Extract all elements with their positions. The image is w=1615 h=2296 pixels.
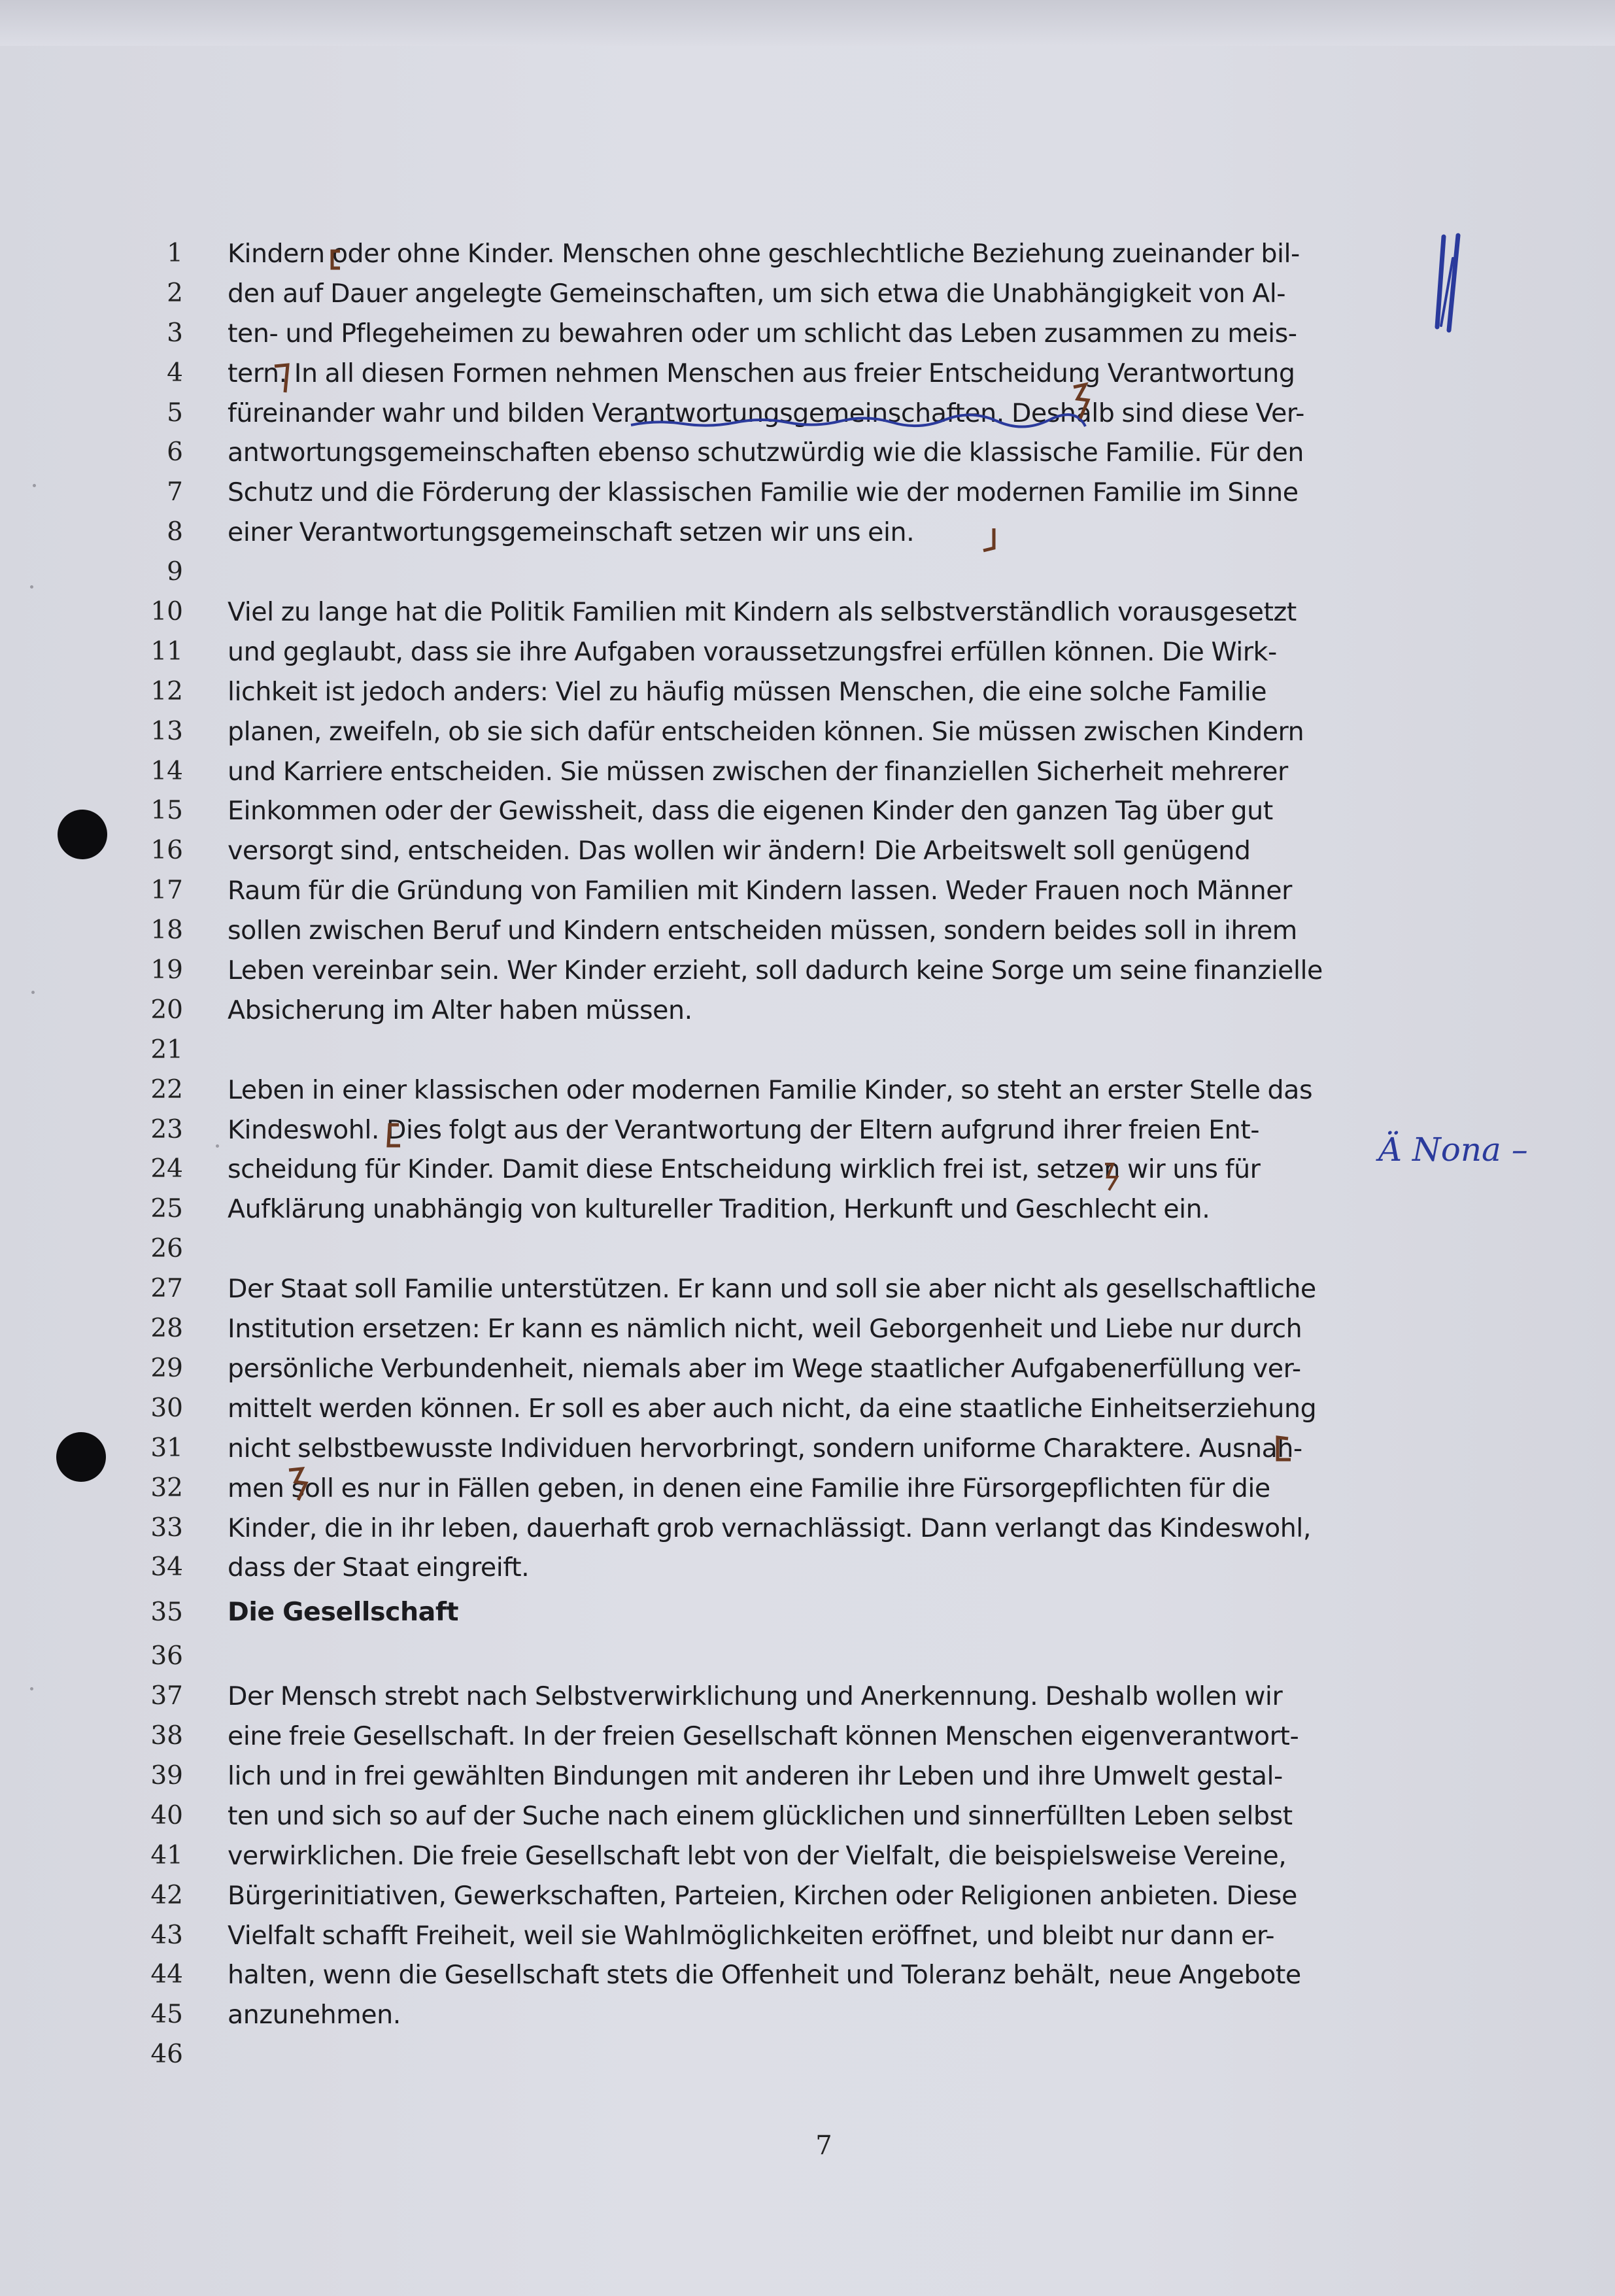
text-line <box>131 1150 1412 1190</box>
text-line <box>131 394 1412 434</box>
text-line <box>131 871 1412 911</box>
line-text: Absicherung im Alter haben müssen. <box>228 995 692 1025</box>
line-text: Institution ersetzen: Er kann es nämlich nicht, weil Geborgenheit und Liebe nur durch <box>228 1314 1302 1345</box>
text-line <box>131 553 1412 592</box>
line-number: 30 <box>150 1393 183 1423</box>
line-number: 42 <box>150 1880 183 1910</box>
line-number: 16 <box>150 836 183 866</box>
line-text: scheidung für Kinder. Damit diese Entscheidung wirklich frei ist, setzen wir uns für <box>228 1154 1261 1185</box>
margin-speck <box>33 484 36 487</box>
text-line <box>131 1548 1412 1588</box>
line-number: 36 <box>150 1641 183 1671</box>
line-text: Der Mensch strebt nach Selbstverwirklichung und Anerkennung. Deshalb wollen wir <box>228 1681 1283 1712</box>
line-text: ten- und Pflegeheimen zu bewahren oder um schlicht das Leben zusammen zu meis- <box>228 318 1297 349</box>
line-number: 17 <box>150 876 183 906</box>
text-line <box>131 1309 1412 1349</box>
margin-double-stroke <box>1441 258 1453 326</box>
margin-double-stroke <box>1449 235 1458 330</box>
line-number: 33 <box>150 1513 183 1543</box>
line-number: 1 <box>167 239 183 268</box>
line-number: 11 <box>150 636 183 666</box>
text-line <box>131 1717 1412 1756</box>
line-text: Kindern oder ohne Kinder. Menschen ohne geschlechtliche Beziehung zueinander bil- <box>228 239 1300 269</box>
text-line <box>131 672 1412 712</box>
line-number: 7 <box>167 477 183 507</box>
text-line <box>131 1588 1412 1637</box>
text-line <box>131 1269 1412 1309</box>
margin-speck <box>30 1687 33 1690</box>
text-line <box>131 632 1412 672</box>
line-text: lich und in frei gewählten Bindungen mit anderen ihr Leben und ihre Umwelt gestal- <box>228 1760 1283 1791</box>
text-line <box>131 1190 1412 1229</box>
line-number: 24 <box>150 1154 183 1184</box>
line-text: mittelt werden können. Er soll es aber auch nicht, da eine staatliche Einheitserziehung <box>228 1393 1317 1424</box>
line-number: 46 <box>150 2040 183 2070</box>
document-body <box>131 234 1412 2075</box>
line-text: einer Verantwortungsgemeinschaft setzen wir uns ein. <box>228 517 915 548</box>
line-text: verwirklichen. Die freie Gesellschaft lebt von der Vielfalt, die beispielsweise Vereine, <box>228 1840 1287 1871</box>
page-top-shadow <box>0 0 1615 46</box>
text-line <box>131 831 1412 871</box>
line-text: tern. In all diesen Formen nehmen Menschen aus freier Entscheidung Verantwortung <box>228 358 1295 388</box>
line-number: 5 <box>167 398 183 428</box>
line-text: nicht selbstbewusste Individuen hervorbringt, sondern uniforme Charaktere. Ausnah- <box>228 1433 1302 1464</box>
text-line <box>131 1110 1412 1150</box>
line-text: sollen zwischen Beruf und Kindern entscheiden müssen, sondern beides soll in ihrem <box>228 916 1297 946</box>
line-text: Leben in einer klassischen oder modernen Familie Kinder, so steht an erster Stelle das <box>228 1074 1313 1105</box>
line-number: 4 <box>167 358 183 388</box>
line-text: ten und sich so auf der Suche nach einem glücklichen und sinnerfüllten Leben selbst <box>228 1800 1293 1831</box>
line-number: 28 <box>150 1314 183 1344</box>
line-number: 6 <box>167 437 183 468</box>
line-text: lichkeit ist jedoch anders: Viel zu häufig müssen Menschen, die eine solche Familie <box>228 676 1267 707</box>
line-number: 25 <box>150 1194 183 1224</box>
line-number: 35 <box>150 1598 183 1628</box>
margin-speck <box>216 1144 219 1148</box>
text-line <box>131 1429 1412 1469</box>
text-line <box>131 1756 1412 1796</box>
line-text: Aufklärung unabhängig von kultureller Tradition, Herkunft und Geschlecht ein. <box>228 1194 1210 1225</box>
text-line <box>131 1637 1412 1677</box>
text-line <box>131 1955 1412 1995</box>
line-number: 20 <box>150 995 183 1025</box>
line-number: 8 <box>167 517 183 547</box>
text-line <box>131 1677 1412 1717</box>
text-line <box>131 314 1412 354</box>
line-number: 39 <box>150 1760 183 1791</box>
text-line <box>131 1916 1412 1956</box>
line-number: 15 <box>150 796 183 826</box>
line-number: 41 <box>150 1840 183 1870</box>
text-line <box>131 1509 1412 1549</box>
line-number: 32 <box>150 1473 183 1503</box>
line-number: 29 <box>150 1353 183 1383</box>
line-number: 26 <box>150 1234 183 1264</box>
line-text: dass der Staat eingreift. <box>228 1552 530 1583</box>
text-line <box>131 1836 1412 1876</box>
line-text: planen, zweifeln, ob sie sich dafür entscheiden können. Sie müssen zwischen Kindern <box>228 716 1304 747</box>
page-number: 7 <box>815 2131 832 2161</box>
margin-speck <box>31 991 35 994</box>
line-number: 10 <box>150 597 183 627</box>
line-number: 23 <box>150 1114 183 1144</box>
text-line <box>131 234 1412 274</box>
line-number: 21 <box>150 1035 183 1065</box>
line-text: men soll es nur in Fällen geben, in denen eine Familie ihre Fürsorgepflichten für die <box>228 1473 1270 1503</box>
line-text: halten, wenn die Gesellschaft stets die Offenheit und Toleranz behält, neue Angebote <box>228 1960 1301 1991</box>
line-number: 27 <box>150 1274 183 1304</box>
text-line <box>131 1995 1412 2035</box>
text-line <box>131 274 1412 314</box>
line-number: 37 <box>150 1681 183 1711</box>
line-number: 31 <box>150 1433 183 1463</box>
line-number: 3 <box>167 318 183 348</box>
margin-double-stroke <box>1437 237 1444 327</box>
section-heading: Die Gesellschaft <box>228 1597 459 1628</box>
line-text: füreinander wahr und bilden Verantwortungsgemeinschaften. Deshalb sind diese Ver- <box>228 398 1304 428</box>
text-line <box>131 1349 1412 1389</box>
line-text: Bürgerinitiativen, Gewerkschaften, Parteien, Kirchen oder Religionen anbieten. Diese <box>228 1880 1297 1911</box>
text-line <box>131 791 1412 831</box>
line-text: anzunehmen. <box>228 2000 401 2030</box>
text-line <box>131 712 1412 752</box>
text-line <box>131 513 1412 553</box>
text-line <box>131 1031 1412 1071</box>
text-line <box>131 911 1412 951</box>
text-line <box>131 951 1412 991</box>
text-line <box>131 354 1412 394</box>
line-number: 2 <box>167 278 183 308</box>
line-text: den auf Dauer angelegte Gemeinschaften, um sich etwa die Unabhängigkeit von Al- <box>228 278 1286 309</box>
text-line <box>131 2035 1412 2075</box>
text-line <box>131 752 1412 792</box>
text-line <box>131 1071 1412 1110</box>
line-text: versorgt sind, entscheiden. Das wollen wir ändern! Die Arbeitswelt soll genügend <box>228 836 1251 866</box>
line-text: eine freie Gesellschaft. In der freien Gesellschaft können Menschen eigenverantwort- <box>228 1721 1299 1752</box>
line-number: 38 <box>150 1721 183 1751</box>
line-number: 18 <box>150 916 183 946</box>
line-text: Kinder, die in ihr leben, dauerhaft grob vernachlässigt. Dann verlangt das Kindeswohl, <box>228 1513 1311 1543</box>
line-number: 40 <box>150 1800 183 1830</box>
line-text: Leben vereinbar sein. Wer Kinder erzieht, soll dadurch keine Sorge um seine finanzielle <box>228 955 1323 986</box>
punch-hole-lower <box>56 1432 106 1482</box>
line-number: 44 <box>150 1960 183 1990</box>
text-line <box>131 1229 1412 1269</box>
line-text: Der Staat soll Familie unterstützen. Er kann und soll sie aber nicht als gesellschaftliche <box>228 1274 1316 1305</box>
line-text: antwortungsgemeinschaften ebenso schutzwürdig wie die klassische Familie. Für den <box>228 437 1304 468</box>
line-text: persönliche Verbundenheit, niemals aber im Wege staatlicher Aufgabenerfüllung ver- <box>228 1353 1301 1384</box>
text-line <box>131 1389 1412 1429</box>
line-number: 45 <box>150 2000 183 2030</box>
margin-speck <box>30 585 33 589</box>
text-line <box>131 1796 1412 1836</box>
margin-note: Ä Nona – <box>1378 1131 1528 1169</box>
line-text: und geglaubt, dass sie ihre Aufgaben voraussetzungsfrei erfüllen können. Die Wirk- <box>228 636 1277 667</box>
line-number: 22 <box>150 1074 183 1105</box>
line-number: 12 <box>150 676 183 706</box>
line-text: Viel zu lange hat die Politik Familien mit Kindern als selbstverständlich vorausgesetzt <box>228 597 1297 628</box>
text-line <box>131 592 1412 632</box>
line-text: Kindeswohl. Dies folgt aus der Verantwortung der Eltern aufgrund ihrer freien Ent- <box>228 1114 1260 1145</box>
line-text: und Karriere entscheiden. Sie müssen zwischen der finanziellen Sicherheit mehrerer <box>228 756 1288 787</box>
line-text: Raum für die Gründung von Familien mit Kindern lassen. Weder Frauen noch Männer <box>228 876 1292 906</box>
line-number: 19 <box>150 955 183 985</box>
line-text: Schutz und die Förderung der klassischen Familie wie der modernen Familie im Sinne <box>228 477 1299 508</box>
line-number: 13 <box>150 716 183 746</box>
line-number: 9 <box>167 557 183 587</box>
line-number: 43 <box>150 1920 183 1950</box>
text-line <box>131 433 1412 473</box>
line-text: Einkommen oder der Gewissheit, dass die eigenen Kinder den ganzen Tag über gut <box>228 796 1273 827</box>
text-line <box>131 1469 1412 1509</box>
text-line <box>131 473 1412 513</box>
line-text: Vielfalt schafft Freiheit, weil sie Wahlmöglichkeiten eröffnet, und bleibt nur dann er- <box>228 1920 1275 1951</box>
text-line <box>131 1876 1412 1916</box>
text-line <box>131 991 1412 1031</box>
punch-hole-upper <box>58 810 107 859</box>
line-number: 14 <box>150 756 183 786</box>
line-number: 34 <box>150 1552 183 1583</box>
